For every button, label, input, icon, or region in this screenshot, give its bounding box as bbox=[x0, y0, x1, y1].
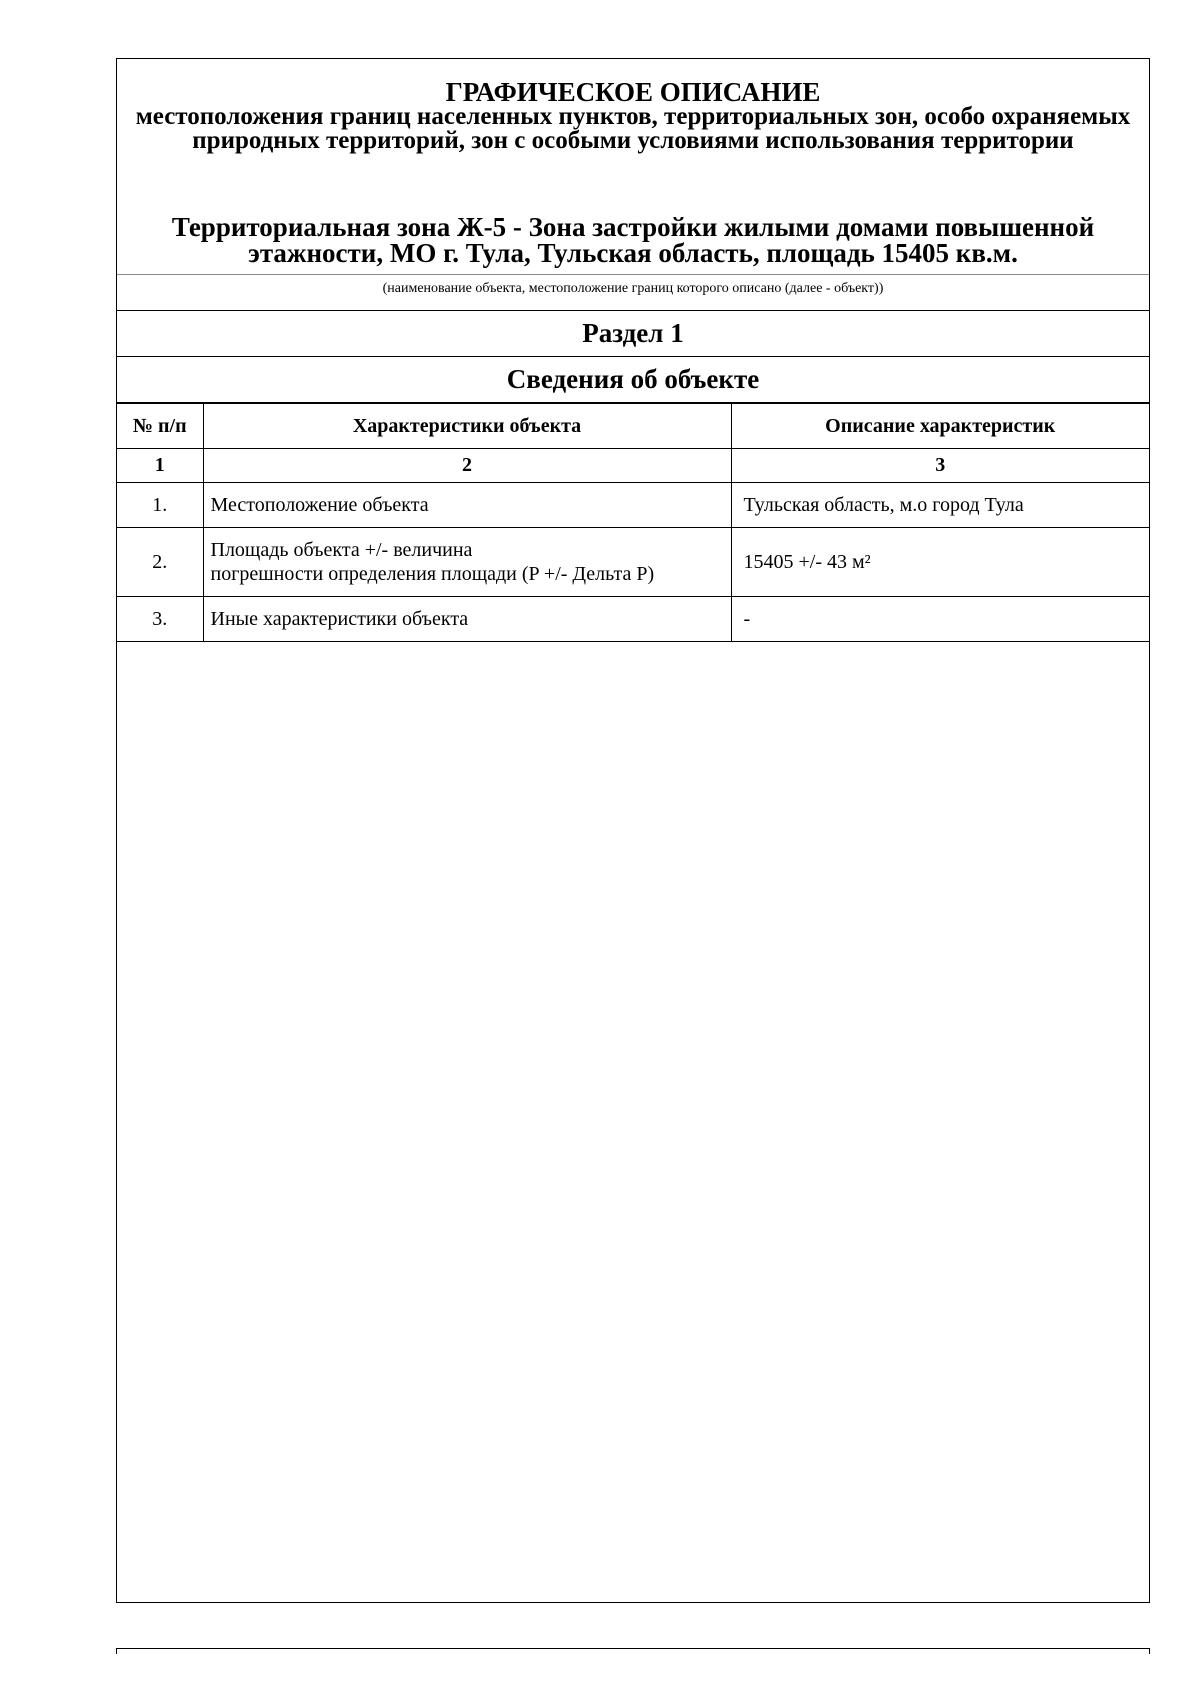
row-number: 2. bbox=[117, 528, 203, 597]
row-characteristic: Иные характеристики объекта bbox=[203, 597, 731, 642]
row-description: Тульская область, м.о город Тула bbox=[731, 483, 1149, 528]
table-row bbox=[117, 528, 1149, 597]
header-description: Описание характеристик bbox=[731, 404, 1149, 449]
column-number: 2 bbox=[203, 449, 731, 483]
document-header bbox=[117, 59, 1149, 275]
column-number: 1 bbox=[117, 449, 203, 483]
object-name-caption: (наименование объекта, местоположение границ которого описано (далее - объект)) bbox=[117, 275, 1149, 311]
table-row bbox=[117, 483, 1149, 528]
section-title: Сведения об объекте bbox=[117, 357, 1149, 403]
document-title: ГРАФИЧЕСКОЕ ОПИСАНИЕ bbox=[445, 77, 821, 107]
next-page-frame-top bbox=[116, 1648, 1150, 1654]
row-description: 15405 +/- 43 м² bbox=[731, 528, 1149, 597]
column-number-row bbox=[117, 449, 1149, 483]
section-label: Раздел 1 bbox=[117, 311, 1149, 357]
row-number: 1. bbox=[117, 483, 203, 528]
row-characteristic: Местоположение объекта bbox=[203, 483, 731, 528]
zone-name: Территориальная зона Ж-5 - Зона застройки жилыми домами повышенной этажности, МО г. Тула, Тульская область, площадь 15405 кв.м. bbox=[171, 212, 1095, 268]
characteristic-line: погрешности определения площади (P +/- Дельта P) bbox=[210, 563, 655, 585]
row-characteristic bbox=[203, 528, 731, 597]
column-number: 3 bbox=[731, 449, 1149, 483]
characteristic-line: Площадь объекта +/- величина bbox=[210, 539, 473, 561]
document-subtitle: местоположения границ населенных пунктов, территориальных зон, особо охраняемых природных территорий, зон с особыми условиями использования территории bbox=[135, 103, 1131, 154]
object-info-table bbox=[117, 403, 1149, 642]
table-row bbox=[117, 597, 1149, 642]
document-frame bbox=[116, 58, 1150, 1603]
header-number: № п/п bbox=[117, 404, 203, 449]
table-header-row bbox=[117, 404, 1149, 449]
row-number: 3. bbox=[117, 597, 203, 642]
header-characteristic: Характеристики объекта bbox=[203, 404, 731, 449]
row-description: - bbox=[731, 597, 1149, 642]
